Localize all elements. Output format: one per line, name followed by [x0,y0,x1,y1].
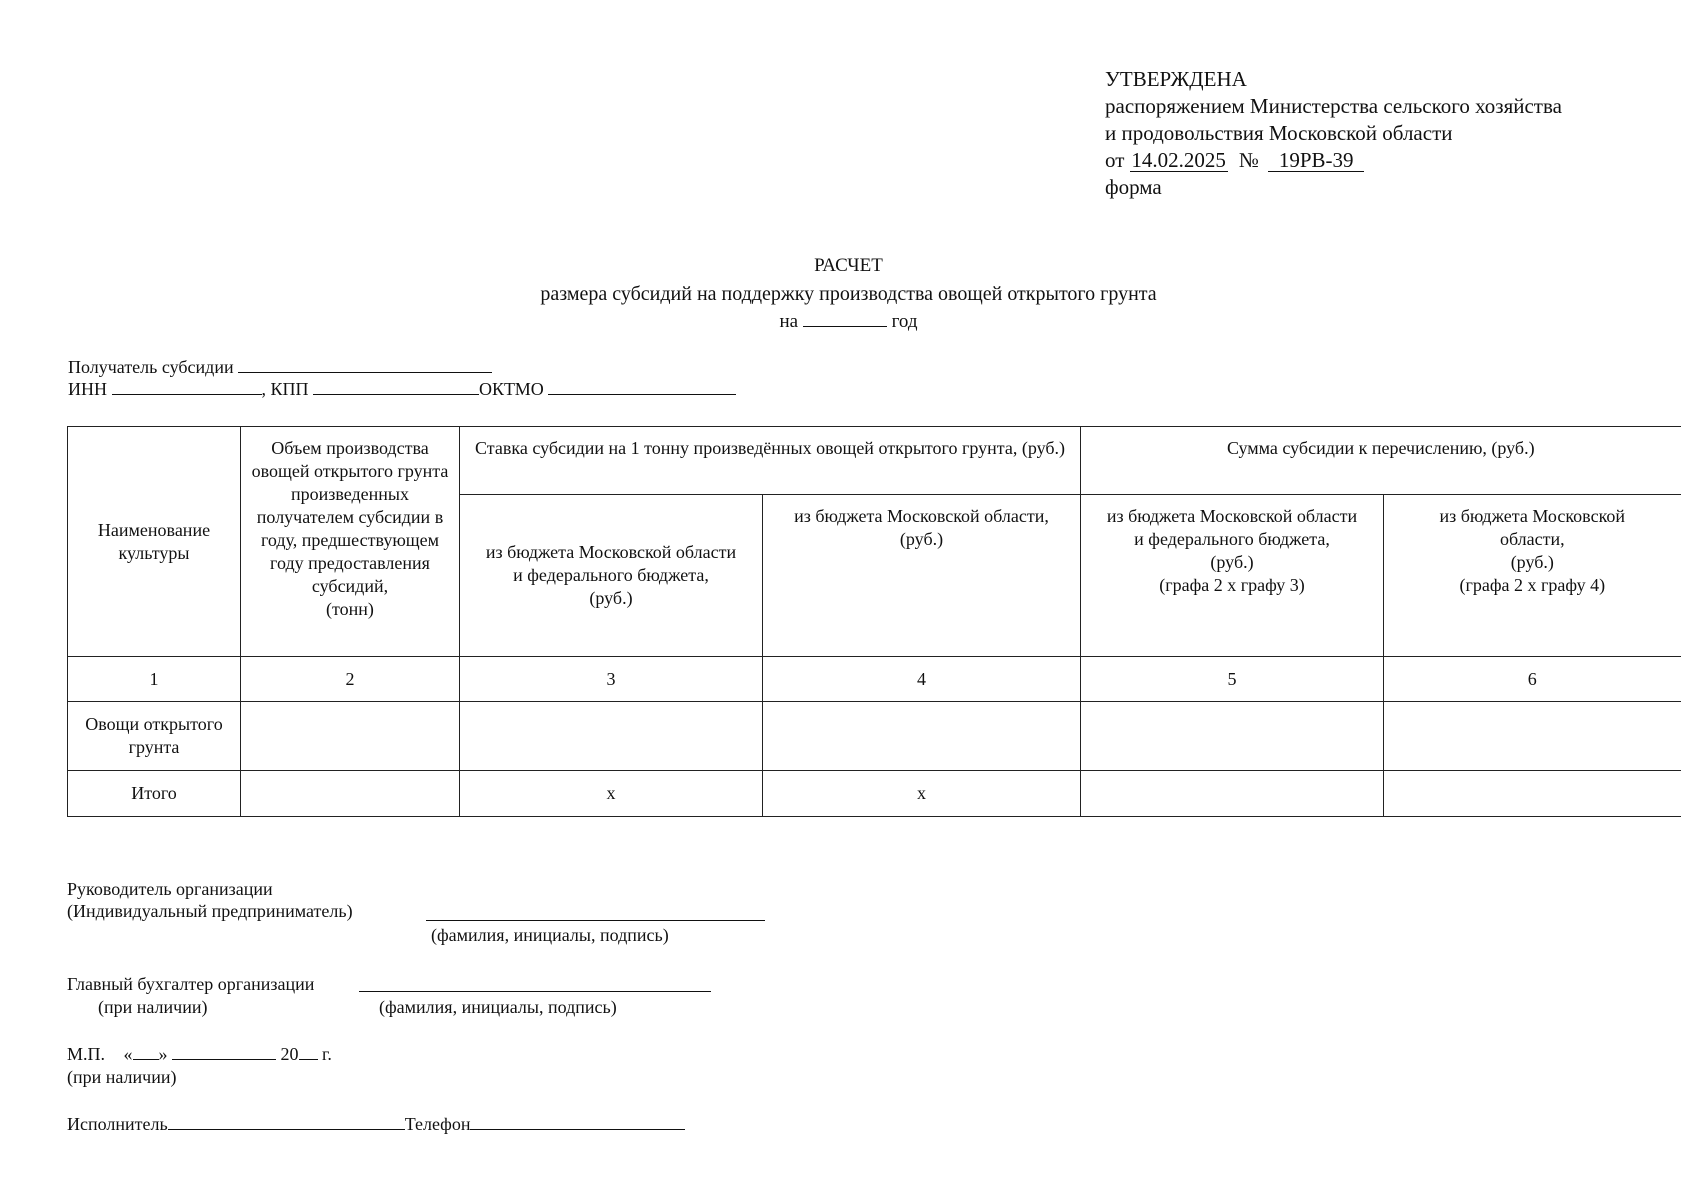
recipient-line [68,356,736,378]
phone-blank[interactable] [470,1113,685,1130]
approval-date: 14.02.2025 [1131,148,1226,172]
approval-number-sign: № [1238,148,1259,172]
col3-header [460,495,763,657]
document-title [0,252,1697,336]
sum-group-header-text: Сумма субсидии к перечислению, (руб.) [1226,438,1535,458]
col-number-1: 1 [68,657,241,702]
stamp-note: (при наличии) [67,1067,177,1087]
title-year-line [0,308,1697,336]
inn-label: ИНН [68,379,107,399]
vegetables-sum-regional-cell[interactable] [1384,702,1681,771]
rate-group-header [460,427,1081,495]
col5-header-line-4: (графа 2 х графу 3) [1159,575,1305,595]
accountant-signature-line[interactable] [359,991,711,992]
col6-header [1384,495,1681,657]
head-signature-line[interactable] [426,920,765,921]
year-blank [803,310,887,327]
executor-blank[interactable] [168,1113,405,1130]
stamp-date-line [67,1043,332,1065]
stamp-label: М.П. [67,1044,106,1064]
title-year-prefix: на [779,311,799,332]
col-number-2: 2 [241,657,460,702]
recipient-block [68,356,736,400]
title-subtitle: размера субсидий на поддержку производства овощей открытого грунта [540,283,1157,305]
col6-header-line-4: (графа 2 х графу 4) [1459,575,1606,595]
col1-header [68,427,241,657]
col-number-3: 3 [460,657,763,702]
rate-group-header-text: Ставка субсидии на 1 тонну произведённых овощей открытого грунта, (руб.) [475,438,1065,458]
head-signature-hint: (фамилия, инициалы, подпись) [431,925,669,945]
approval-date-line [1105,147,1562,174]
executor-label: Исполнитель [67,1114,168,1134]
accountant-note: (при наличии) [98,997,208,1017]
kpp-blank [313,378,479,395]
col6-header-line-3: (руб.) [1510,552,1554,572]
col5-header [1081,495,1384,657]
col-number-4: 4 [763,657,1081,702]
column-number-row [68,657,1681,702]
oktmo-label: ОКТМО [479,379,544,399]
row-vegetables-label: Овощи открытого грунта [68,702,241,771]
col3-header-line-3: (руб.) [589,588,633,608]
col-number-5: 5 [1081,657,1384,702]
accountant-label: Главный бухгалтер организации [67,974,315,994]
row-total-label: Итого [68,771,241,817]
codes-line [68,378,736,400]
inn-blank [112,378,262,395]
accountant-signature-hint: (фамилия, инициалы, подпись) [379,997,617,1017]
stamp-year-prefix: 20 [280,1044,299,1064]
vegetables-volume-cell[interactable] [241,702,460,771]
col4-header-line-1: из бюджета Московской области, [794,506,1049,526]
approval-date-prefix: от [1105,148,1125,172]
recipient-blank [238,356,492,373]
stamp-date-close: » [158,1044,168,1064]
total-sum-combined-cell[interactable] [1081,771,1384,817]
calculation-table [67,426,1681,817]
title-year-suffix: год [891,311,918,332]
stamp-date-open: « [123,1044,133,1064]
phone-label: Телефон [404,1114,471,1134]
col4-header [763,495,1081,657]
stamp-month-blank[interactable] [172,1043,276,1060]
approval-line-1: распоряжением Министерства сельского хозяйства [1105,94,1562,118]
vegetables-rate-combined-cell[interactable] [460,702,763,771]
approval-heading: УТВЕРЖДЕНА [1105,67,1247,91]
table-row [68,771,1681,817]
approval-number: 19РВ-39 [1268,149,1364,172]
col5-header-line-2: и федерального бюджета, [1134,529,1330,549]
col5-header-line-3: (руб.) [1210,552,1254,572]
vegetables-rate-regional-cell[interactable] [763,702,1081,771]
vegetables-sum-combined-cell[interactable] [1081,702,1384,771]
col3-header-line-2: и федерального бюджета, [513,565,709,585]
stamp-year-blank[interactable] [299,1043,318,1060]
total-sum-regional-cell[interactable] [1384,771,1681,817]
executor-line [67,1113,685,1135]
oktmo-blank [548,378,736,395]
total-rate-regional-cell: x [763,771,1081,817]
col6-header-line-2: области, [1499,529,1565,549]
col2-header [241,427,460,657]
recipient-label: Получатель субсидии [68,357,234,377]
col3-header-line-1: из бюджета Московской области [485,542,737,562]
stamp-day-blank[interactable] [133,1043,159,1060]
head-label-1: Руководитель организации [67,879,273,899]
col2-header-unit: (тонн) [326,599,374,619]
total-volume-cell[interactable] [241,771,460,817]
head-label-2: (Индивидуальный предприниматель) [67,901,353,921]
stamp-year-suffix: г. [322,1044,332,1064]
col4-header-line-2: (руб.) [899,529,944,549]
col2-header-text: Объем производства овощей открытого грунта произведенных получателем субсидии в году, предшествующем году предоставления субсидий, [251,438,449,596]
col1-header-text: Наименование культуры [97,519,211,563]
col5-header-line-1: из бюджета Московской области [1106,506,1358,526]
title-heading: РАСЧЕТ [814,255,883,276]
header-row-1 [68,427,1681,495]
col-number-6: 6 [1384,657,1681,702]
kpp-label: , КПП [261,379,309,399]
approval-line-2: и продовольствия Московской области [1105,121,1453,145]
approval-form-label: форма [1105,175,1162,199]
sum-group-header [1081,427,1681,495]
col6-header-line-1: из бюджета Московской [1439,506,1626,526]
table-row [68,702,1681,771]
total-rate-combined-cell: x [460,771,763,817]
approval-block [1105,66,1562,201]
